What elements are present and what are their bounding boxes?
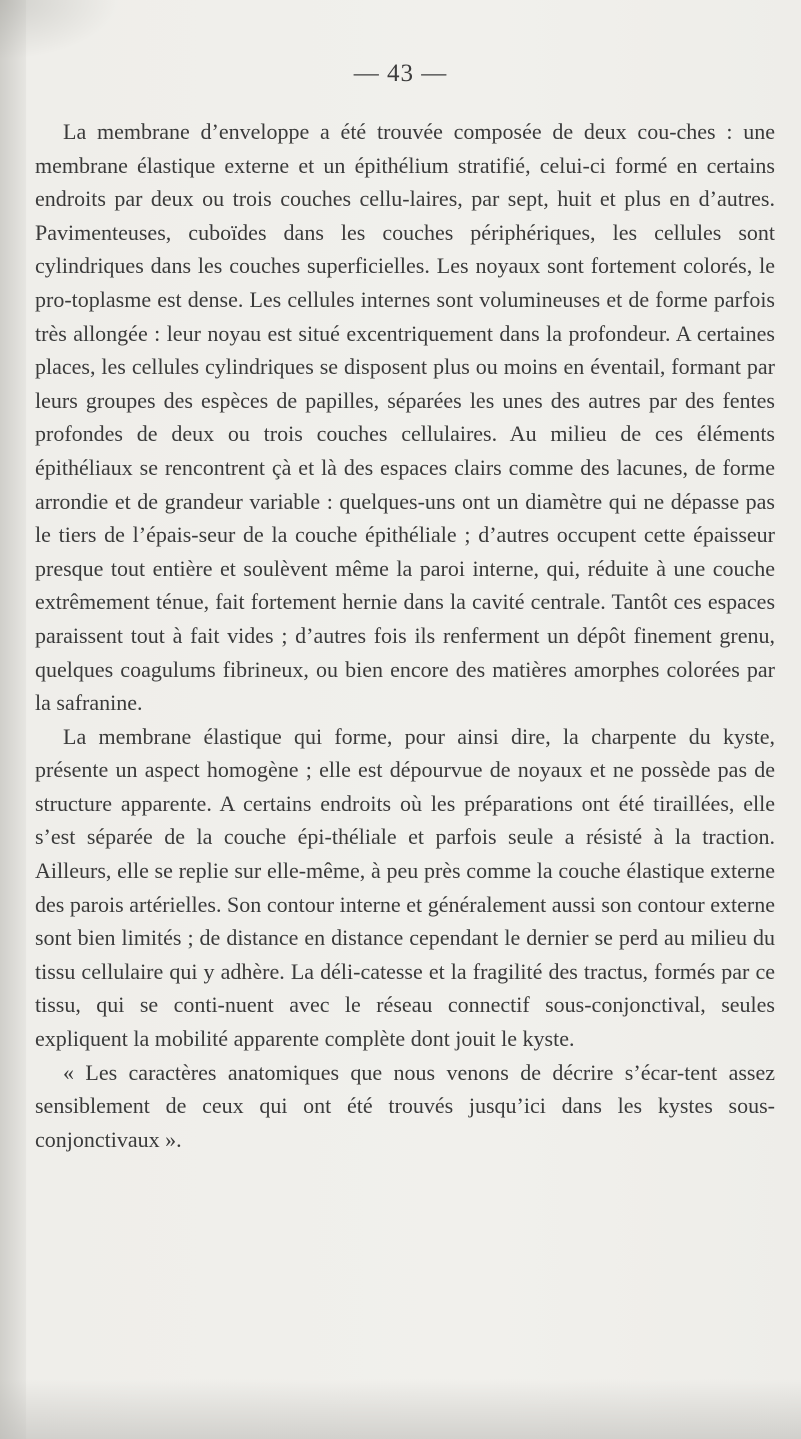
paragraph-1: La membrane d’enveloppe a été trouvée composée de deux cou-ches : une membrane élastique externe et un épithélium stratifié, celui-ci formé en certains endroits par deux ou trois couches cellu-laires, par sept, huit et plus en d’autres. Pavimenteuses, cuboïdes dans les couches périphériques, les cellules sont cylindriques dans les couches superficielles. Les noyaux sont fortement colorés, le pro-toplasme est dense. Les cellules internes sont volumineuses et de forme parfois très allongée : leur noyau est situé excentriquement dans la profondeur. A certaines places, les cellules cylindriques se disposent plus ou moins en éventail, formant par leurs groupes des espèces de papilles, séparées les unes des autres par des fentes profondes de deux ou trois couches cellulaires. Au milieu de ces éléments épithéliaux se rencontrent çà et là des espaces clairs comme des lacunes, de forme arrondie et de grandeur variable : quelques-uns ont un diamètre qui ne dépasse pas le tiers de l’épais-seur de la couche épithéliale ; d’autres occupent cette épaisseur presque tout entière et soulèvent même la paroi interne, qui, réduite à une couche extrêmement ténue, fait fortement hernie dans la cavité centrale. Tantôt ces espaces paraissent tout à fait vides ; d’autres fois ils renferment un dépôt finement grenu, quelques coagulums fibrineux, ou bien encore des matières amorphes colorées par la safranine.	[35, 119, 775, 716]
bottom-shadow	[0, 1379, 801, 1439]
paragraph-3: « Les caractères anatomiques que nous venons de décrire s’écar-tent assez sensiblement de ceux qui ont été trouvés jusqu’ici dans les kystes sous-conjonctivaux ».	[35, 1059, 775, 1152]
paragraph-2: La membrane élastique qui forme, pour ainsi dire, la charpente du kyste, présente un aspect homogène ; elle est dépourvue de noyaux et ne possède pas de structure apparente. A certains endroits où les préparations ont été tiraillées, elle s’est séparée de la couche épi-théliale et parfois seule a résisté à la traction. Ailleurs, elle se replie sur elle-même, à peu près comme la couche élastique externe des parois artérielles. Son contour interne et généralement aussi son contour externe sont bien limités ; de distance en distance cependant le dernier se perd au milieu du tissu cellulaire qui y adhère. La déli-catesse et la fragilité des tractus, formés par ce tissu, qui se conti-nuent avec le réseau connectif sous-conjonctival, seules expliquent la mobilité apparente complète dont jouit le kyste.	[35, 723, 775, 1052]
body-text	[35, 115, 775, 1156]
page-edge-shadow	[0, 0, 26, 1439]
page-number: — 43 —	[353, 60, 448, 87]
corner-shadow	[0, 0, 120, 60]
